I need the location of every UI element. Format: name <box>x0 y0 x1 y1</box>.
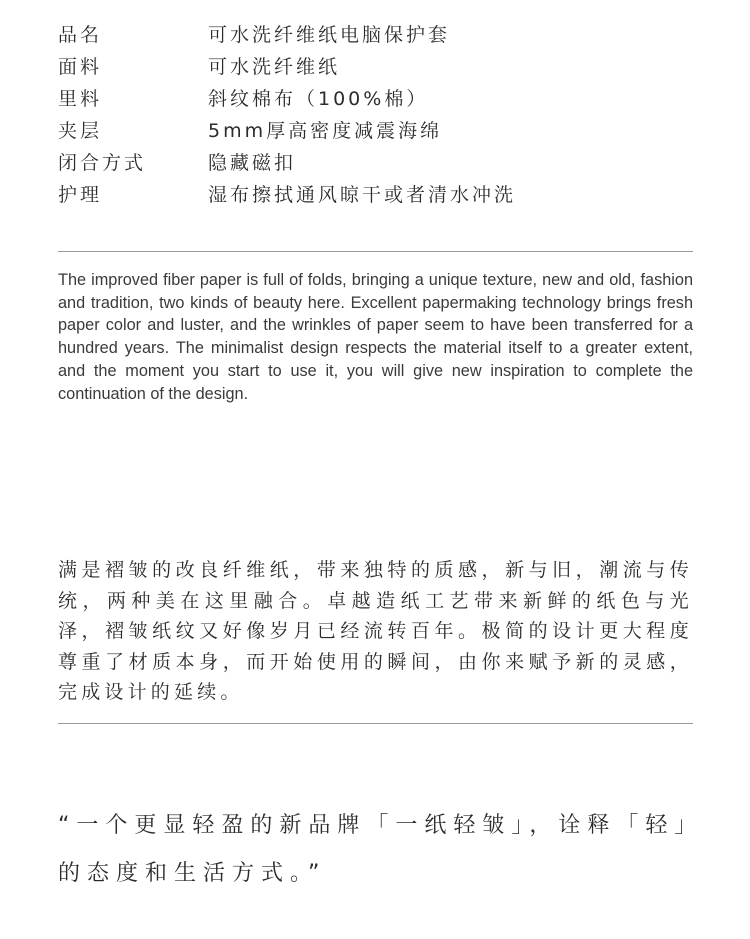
spec-label: 里料 <box>58 87 103 110</box>
spec-value: 斜纹棉布（100%棉） <box>208 87 429 110</box>
spec-label: 面料 <box>58 55 103 78</box>
spec-label: 品名 <box>58 23 103 46</box>
spec-label: 夹层 <box>58 119 103 142</box>
spec-value: 可水洗纤维纸 <box>208 55 341 78</box>
spec-value: 可水洗纤维纸电脑保护套 <box>208 23 451 46</box>
spec-row-interlayer <box>58 113 698 145</box>
english-description: The improved fiber paper is full of folds, bringing a unique texture, new and old, fashion and tradition, two kinds of beauty here. Excellent papermaking technology brings fresh paper color and luster, and the wrinkles of paper seem to have been transferred for a hundred years. The minimalist design respects the material itself to a greater extent, and the moment you start to use it, you will give new inspiration to complete the continuation of the design. <box>58 271 693 403</box>
spec-label: 闭合方式 <box>58 151 147 174</box>
chinese-description: 满是褶皱的改良纤维纸，带来独特的质感，新与旧，潮流与传统，两种美在这里融合。卓越造纸工艺带来新鲜的纸色与光泽，褶皱纸纹又好像岁月已经流转百年。极简的设计更大程度尊重了材质本身，而开始使用的瞬间，由你来赋予新的灵感，完成设计的延续。 <box>58 559 693 703</box>
spec-row-care <box>58 177 698 209</box>
spec-value: 5mm厚高密度减震海绵 <box>208 119 443 142</box>
spec-table <box>58 17 698 209</box>
spec-label: 护理 <box>58 183 103 206</box>
section-divider <box>58 251 693 252</box>
spec-row-fabric <box>58 49 698 81</box>
spec-value: 隐藏磁扣 <box>208 151 297 174</box>
section-divider <box>58 723 693 724</box>
spec-value: 湿布擦拭通风晾干或者清水冲洗 <box>208 183 517 206</box>
spec-row-closure <box>58 145 698 177</box>
spec-row-name <box>58 17 698 49</box>
spec-row-lining <box>58 81 698 113</box>
brand-quote: “一个更显轻盈的新品牌「一纸轻皱」，诠释「轻」的态度和生活方式。” <box>58 813 693 886</box>
